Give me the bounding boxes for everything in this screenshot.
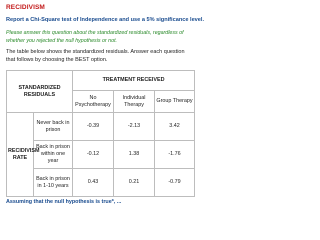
instruction-note: Please answer this question about the standardized residuals, regardless of whether you rejected the null hypothesis or not.: [6, 30, 184, 44]
treatment-received-header: TREATMENT RECEIVED: [73, 71, 195, 91]
residual-cell: -0.79: [155, 169, 195, 197]
residuals-table: [6, 70, 195, 197]
row-label: Back in prison within one year: [34, 141, 73, 169]
page-title: RECIDIVISM: [6, 4, 45, 11]
column-header: Group Therapy: [155, 91, 195, 113]
residual-cell: 0.21: [114, 169, 155, 197]
residual-cell: -0.12: [73, 141, 114, 169]
residual-cell: -0.39: [73, 113, 114, 141]
residual-cell: -2.13: [114, 113, 155, 141]
standardized-residuals-header: STANDARDIZED RESIDUALS: [7, 71, 73, 113]
residual-cell: 3.42: [155, 113, 195, 141]
row-label: Never back in prison: [34, 113, 73, 141]
residual-cell: 0.43: [73, 169, 114, 197]
footer-question: Assuming that the null hypothesis is true*, ...: [6, 199, 122, 205]
recidivism-rate-label: RECIDIVISM RATE: [7, 113, 34, 197]
residual-cell: -1.76: [155, 141, 195, 169]
column-header: Individual Therapy: [114, 91, 155, 113]
table-description: The table below shows the standardized residuals. Answer each question that follows by choosing the BEST option.: [6, 49, 185, 63]
column-header: No Psychotherapy: [73, 91, 114, 113]
row-label: Back in prison in 1-10 years: [34, 169, 73, 197]
residual-cell: 1.38: [114, 141, 155, 169]
question-prompt: Report a Chi-Square test of Independence and use a 5% significance level.: [6, 17, 205, 23]
